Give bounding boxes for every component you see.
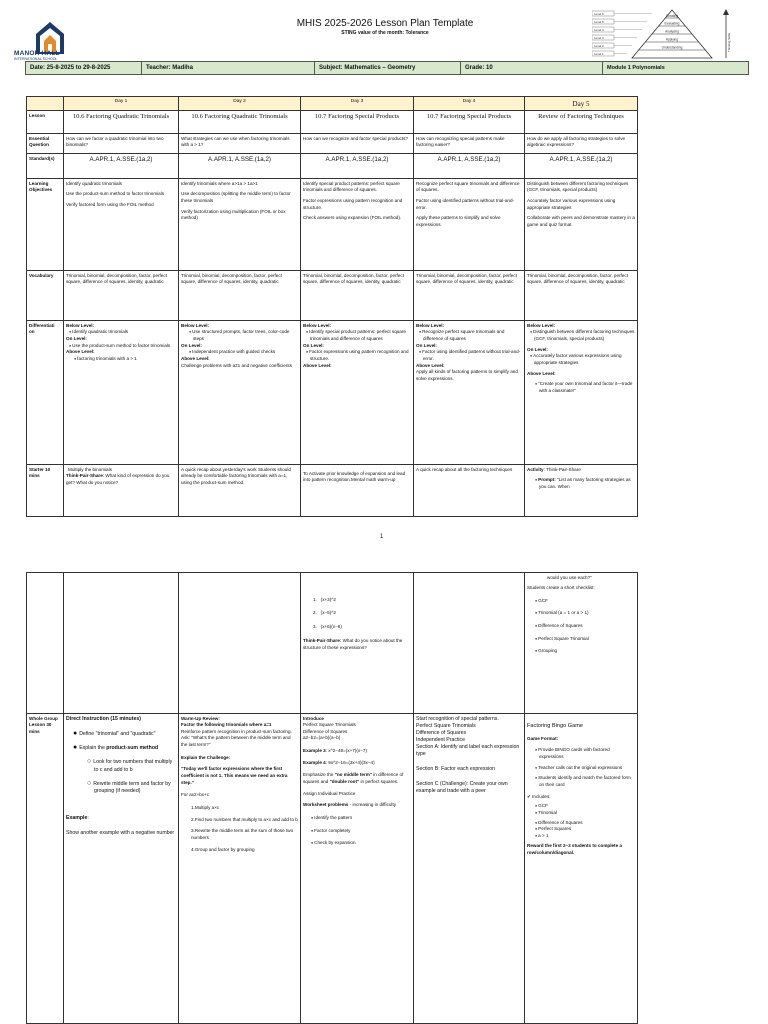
whole-group-day-5: Factoring Bingo Game Game Format: ● Provide BINGO cards with factored expressions ● Teacher calls out the original expressions ● Students identify and match the factored form on their card ✔ Includes: ● GCF ● Trinomial ● Difference of Squares ● Perfect Squares ● a > 1 Reward the first 2–3 students to complete a row/column/diagonal. xyxy=(525,714,638,1024)
bloom-level-1: Level 1 xyxy=(594,51,604,56)
standard-day-2: A.APR.1, A.SSE.(1a,2) xyxy=(179,154,301,179)
blooms-taxonomy-diagram xyxy=(592,8,738,60)
vocabulary-day-5: Trinomial, binomial, decomposition, factor, perfect square, difference of squares, identity, quadratic xyxy=(525,271,638,321)
lesson-day-2: 10.6 Factoring Quadratic Trinomials xyxy=(179,111,301,134)
vocabulary-day-3: Trinomial, binomial, decomposition, factor, perfect square, difference of squares, identity, quadratic xyxy=(301,271,414,321)
standards-row xyxy=(27,154,638,179)
bloom-stage-understanding: Understanding xyxy=(661,45,683,50)
bloom-level-5: Level 5 xyxy=(594,19,604,24)
vocabulary-day-1: Trinomial, binomial, decomposition, factor, perfect square, difference of squares, identity, quadratic xyxy=(64,271,179,321)
subject-field: Subject: Mathematics – Geometry xyxy=(315,62,461,74)
starter-row-continued xyxy=(27,573,638,714)
row-label-lesson: Lesson xyxy=(27,111,64,134)
lesson-plan-table xyxy=(26,96,638,517)
essential-day-4: How can recognizing special patterns make factoring easier? xyxy=(414,134,525,154)
objectives-day-2: Identify trinomials where a>1a > 1a>1 Use decomposition (splitting the middle term) to factor these trinomials Verify factorization using multiplication (FOIL or box method) xyxy=(179,179,301,271)
standard-day-4: A.APR.1, A.SSE.(1a,2) xyxy=(414,154,525,179)
teacher-field: Teacher: Madiha xyxy=(142,62,315,74)
whole-group-day-3: Introduce Perfect Square Trinomials Difference of Squares a2−b2=(a+b)(a−b) Example 3: x^2−49=(x+7)(x−7) Example 4: 9x^2−16=(3x+4)(3x−4) Emphasize the "no middle term" in difference of squares and "double root" in perfect squares. Assign Individual Practice Worksheet problems - increasing in difficulty ● Identify the pattern ● Factor completely ● Check by expansion xyxy=(301,714,414,1024)
objectives-row xyxy=(27,179,638,271)
row-label-vocabulary: Vocabulary xyxy=(27,271,64,321)
lesson-day-4: 10.7 Factoring Special Products xyxy=(414,111,525,134)
differentiation-day-1: Below Level: ● Identify quadratic trinomials On Level: ● Use the product-sum method to factor trinomials Above Level: ● factoring trinomials with a > 1 xyxy=(64,321,179,465)
differentiation-day-3: Below Level: ● Identify special product patterns: perfect square trinomials and difference of squares On Level: ● Factor expressions using pattern recognition and structure. Above Level: xyxy=(301,321,414,465)
grade-field: Grade: 10 xyxy=(461,62,603,74)
starter-day-5: Activity: Think-Pair-Share ● Prompt: "List as many factoring strategies as you can. When xyxy=(525,465,638,517)
starter-day-1: Multiply the binomials Think-Pair-Share: What kind of expression do you get? What do you notice? xyxy=(64,465,179,517)
day-3-header: Day 3 xyxy=(301,97,414,111)
module-field: Module 1 Polynomials xyxy=(607,65,665,71)
objectives-day-4: Recognize perfect square trinomials and difference of squares. Factor using identified patterns without trial-and-error. Apply these patterns to simplify and solve expressions. xyxy=(414,179,525,271)
day-5-header: Day 5 xyxy=(525,97,638,111)
day-1-header: Day 1 xyxy=(64,97,179,111)
differentiation-day-5: Below Level: ● Distinguish between different factoring techniques (GCF, trinomials, special products) On Level: ● Accurately factor various expressions using appropriate strategies Above Level: ● "Create your own trinomial and factor it—trade with a classmate!" xyxy=(525,321,638,465)
vocabulary-day-2: Trinomial, binomial, decomposition, factor, perfect square, difference of squares, identity, quadratic xyxy=(179,271,301,321)
row-label-essential: Essential Question xyxy=(27,134,64,154)
day-2-header: Day 2 xyxy=(179,97,301,111)
row-label-objectives: Learning Objectives xyxy=(27,179,64,271)
page-number: 1 xyxy=(380,534,384,540)
objectives-day-3: Identify special product patterns: perfect square trinomials and difference of squares. Factor expressions using pattern recognition and structure. Check answers using expansion (FOIL method). xyxy=(301,179,414,271)
whole-group-day-2: Warm-Up Review: Factor the following trinomials where a=1 Reinforce pattern recognition in product-sum factoring. Ask: "What's the pattern between the middle term and the last term?" Explain the Challenge: "Today we'll factor expressions where the first coefficient is not 1. This means we need an extra step." For ax2+bx+c 1.Multiply a×c 2.Find two numbers that multiply to a×c and add to b 3.Rewrite the middle term as the sum of those two numbers 4.Group and factor by grouping xyxy=(179,714,301,1024)
logo-name: MANOR HALL xyxy=(14,50,60,57)
row-label-whole-group: Whole Group Lesson 30 mins xyxy=(27,714,64,1024)
starter-day-4: A quick recap about all the factoring techniques xyxy=(414,465,525,517)
bloom-level-4: Level 4 xyxy=(594,27,604,32)
differentiation-row xyxy=(27,321,638,465)
bloom-stage-creating: Creating xyxy=(665,14,679,18)
objectives-day-1: Identify quadratic trinomials Use the product-sum method to factor trinomials Verify factored form using the FOIL method xyxy=(64,179,179,271)
row-label-starter: Starter 10 mins xyxy=(27,465,64,517)
standard-day-1: A.APR.1, A.SSE.(1a,2) xyxy=(64,154,179,179)
essential-day-3: How can we recognize and factor special products? xyxy=(301,134,414,154)
whole-group-day-1: Direct Instruction (15 minutes) ● Define "trinomial" and "quadratic" ● Explain the product-sum method ○ Look for two numbers that multiply to c and add to b ○ Rewrite middle term and factor by grouping (if needed) Example: Show another example with a negative number xyxy=(64,714,179,1024)
vocabulary-day-4: Trinomial, binomial, decomposition, factor, perfect square, difference of squares, identity, quadratic xyxy=(414,271,525,321)
starter-row xyxy=(27,465,638,517)
row-label-standards: Standard(s) xyxy=(27,154,64,179)
essential-day-2: What strategies can we use when factoring trinomials with a > 1? xyxy=(179,134,301,154)
bloom-stage-evaluating: Evaluating xyxy=(664,21,680,26)
whole-group-row xyxy=(27,714,638,1024)
standard-day-3: A.APR.1, A.SSE.(1a,2) xyxy=(301,154,414,179)
day-header-row xyxy=(27,97,638,111)
starter-day-2: A quick recap about yesterday's work Students should already be comfortable factoring trinomials with a=1, using the product-sum method. xyxy=(179,465,301,517)
whole-group-day-4: Start recognition of special patterns. Perfect Square Trinomials Difference of Squares Independent Practice Section A: Identify and label each expression type Section B: Factor each expression Section C (Challenge): Create your own example and trade with a peer xyxy=(414,714,525,1024)
bloom-stage-analysing: Analysing xyxy=(665,29,679,34)
day-4-header: Day 4 xyxy=(414,97,525,111)
row-label-differentiation: Differentiati on xyxy=(27,321,64,465)
logo-subtitle: INTERNATIONAL SCHOOL xyxy=(14,57,58,61)
lesson-day-1: 10.6 Factoring Quadratic Trinomials xyxy=(64,111,179,134)
page-title: MHIS 2025-2026 Lesson Plan Template xyxy=(296,18,474,29)
lesson-day-3: 10.7 Factoring Special Products xyxy=(301,111,414,134)
standard-day-5: A.APR.1, A.SSE.(1a,2) xyxy=(525,154,638,179)
differentiation-day-4: Below Level: ● Recognize perfect square trinomials and difference of squares On Level: ● Factor using identified patterns without trial-and-error. Above Level: Apply all kinds of factoring patterns to simplify and solve expressions. xyxy=(414,321,525,465)
differentiation-day-2: Below Level: ● Use structured prompts, factor trees, color-code steps On Level: ● Independent practice with guided checks Above Level: Challenge problems with a≠1 and negative coefficients xyxy=(179,321,301,465)
essential-question-row xyxy=(27,134,638,154)
bloom-level-3: Level 3 xyxy=(594,35,604,40)
essential-day-5: How do we apply all factoring strategies to solve algebraic expressions? xyxy=(525,134,638,154)
lesson-plan-table-continued xyxy=(26,572,638,1024)
starter-day-3-continued: 1. (x+3)^2 2. (x−5)^2 3. (x+6)(x−6) Think-Pair-Share: What do you notice about the structure of these expressions? xyxy=(301,573,414,714)
lesson-row xyxy=(27,111,638,134)
sting-value: STING value of the month: Tolerance xyxy=(341,30,429,36)
starter-day-3: To Activate prior knowledge of expansion and lead into pattern recognition.Mental math warm-up xyxy=(301,465,414,517)
lesson-day-5: Review of Factoring Techniques xyxy=(525,111,638,134)
date-field: Date: 25-8-2025 to 29-8-2025 xyxy=(26,62,142,74)
lesson-info-bar xyxy=(25,61,749,75)
bloom-axis-label: Thinking Skills xyxy=(727,32,731,52)
bloom-level-6: Level 6 xyxy=(594,11,604,16)
bloom-level-2: Level 2 xyxy=(594,43,604,48)
essential-day-1: How can we factor a quadratic trinomial into two binomials? xyxy=(64,134,179,154)
vocabulary-row xyxy=(27,271,638,321)
objectives-day-5: Distinguish between different factoring techniques (GCF, trinomials, special products) Accurately factor various expressions using appropriate strategies Collaborate with peers and demonstrate mastery in a game and quiz format xyxy=(525,179,638,271)
bloom-stage-applying: Applying xyxy=(665,37,679,42)
starter-day-5-continued: would you use each?" Students create a short checklist: ● GCF ● Trinomial (a = 1 or a > 1) ● Difference of Squares ● Perfect Square Trinomial ● Grouping xyxy=(525,573,638,714)
